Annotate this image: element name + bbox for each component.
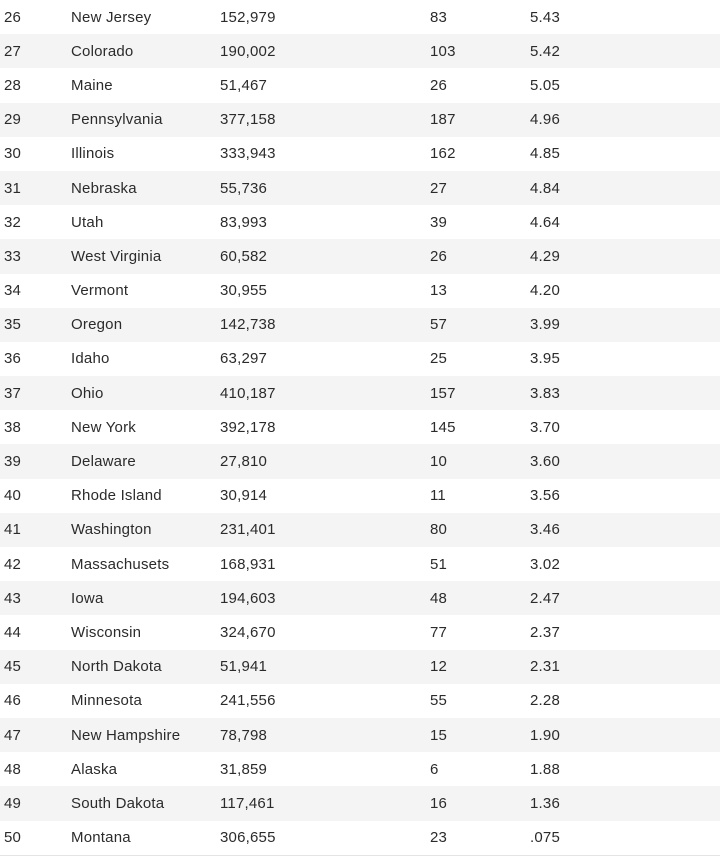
rank-cell: 31 (4, 179, 22, 197)
state-cell: Idaho (71, 350, 110, 368)
count-cell: 6 (430, 760, 439, 778)
state-cell: Maine (71, 76, 113, 94)
population-cell: 55,736 (220, 179, 268, 197)
table-row (0, 0, 720, 34)
population-cell: 51,941 (220, 658, 268, 676)
rank-cell: 29 (4, 111, 22, 129)
state-cell: Rhode Island (71, 487, 162, 505)
table-row (0, 308, 720, 342)
count-cell: 26 (430, 76, 448, 94)
count-cell: 145 (430, 418, 456, 436)
rate-cell: 2.31 (530, 658, 560, 676)
count-cell: 10 (430, 453, 448, 471)
rank-cell: 30 (4, 145, 22, 163)
rank-cell: 34 (4, 282, 22, 300)
table-row (0, 410, 720, 444)
state-cell: New Hampshire (71, 726, 181, 744)
rate-cell: 3.95 (530, 350, 560, 368)
state-cell: Utah (71, 213, 104, 231)
rate-cell: 1.90 (530, 726, 560, 744)
rate-cell: 3.83 (530, 384, 560, 402)
state-cell: Nebraska (71, 179, 137, 197)
rank-cell: 35 (4, 316, 22, 334)
count-cell: 48 (430, 589, 448, 607)
population-cell: 241,556 (220, 692, 276, 710)
population-cell: 117,461 (220, 794, 275, 812)
rank-cell: 39 (4, 453, 22, 471)
rank-cell: 50 (4, 829, 22, 847)
rank-cell: 44 (4, 623, 22, 641)
rate-cell: 4.96 (530, 111, 560, 129)
rank-cell: 33 (4, 247, 22, 265)
state-cell: New York (71, 418, 136, 436)
rate-cell: 4.29 (530, 247, 560, 265)
rate-cell: 4.64 (530, 213, 560, 231)
rank-cell: 47 (4, 726, 22, 744)
table-row (0, 342, 720, 376)
state-cell: Illinois (71, 145, 115, 163)
rate-cell: 2.47 (530, 589, 560, 607)
table-row (0, 821, 720, 855)
population-cell: 142,738 (220, 316, 276, 334)
count-cell: 25 (430, 350, 448, 368)
table-row (0, 274, 720, 308)
rate-cell: .075 (530, 829, 560, 847)
table-row (0, 205, 720, 239)
state-cell: West Virginia (71, 247, 162, 265)
rank-cell: 32 (4, 213, 22, 231)
count-cell: 11 (430, 487, 446, 505)
count-cell: 13 (430, 282, 448, 300)
population-cell: 63,297 (220, 350, 268, 368)
rate-cell: 3.70 (530, 418, 560, 436)
count-cell: 80 (430, 521, 448, 539)
table-row (0, 34, 720, 68)
count-cell: 39 (430, 213, 448, 231)
table-row (0, 718, 720, 752)
rank-cell: 45 (4, 658, 22, 676)
rate-cell: 3.46 (530, 521, 560, 539)
rate-cell: 1.36 (530, 794, 560, 812)
rank-cell: 27 (4, 42, 22, 60)
rate-cell: 5.43 (530, 8, 560, 26)
state-cell: South Dakota (71, 794, 165, 812)
count-cell: 15 (430, 726, 448, 744)
population-cell: 30,914 (220, 487, 268, 505)
count-cell: 55 (430, 692, 448, 710)
table-row (0, 479, 720, 513)
state-cell: Oregon (71, 316, 123, 334)
rate-cell: 4.84 (530, 179, 560, 197)
state-cell: North Dakota (71, 658, 162, 676)
count-cell: 27 (430, 179, 448, 197)
population-cell: 333,943 (220, 145, 276, 163)
rank-cell: 37 (4, 384, 22, 402)
population-cell: 324,670 (220, 623, 276, 641)
state-cell: Pennsylvania (71, 111, 163, 129)
table-row (0, 650, 720, 684)
population-cell: 83,993 (220, 213, 268, 231)
count-cell: 162 (430, 145, 456, 163)
rate-cell: 3.56 (530, 487, 560, 505)
table-row (0, 752, 720, 786)
table-row (0, 684, 720, 718)
count-cell: 83 (430, 8, 448, 26)
population-cell: 392,178 (220, 418, 276, 436)
count-cell: 12 (430, 658, 448, 676)
state-cell: New Jersey (71, 8, 152, 26)
rank-cell: 26 (4, 8, 22, 26)
table-row (0, 239, 720, 273)
state-cell: Iowa (71, 589, 104, 607)
count-cell: 157 (430, 384, 456, 402)
rank-cell: 48 (4, 760, 22, 778)
rate-cell: 5.42 (530, 42, 560, 60)
rate-cell: 1.88 (530, 760, 560, 778)
population-cell: 410,187 (220, 384, 276, 402)
rate-cell: 4.85 (530, 145, 560, 163)
count-cell: 187 (430, 111, 456, 129)
rate-cell: 3.60 (530, 453, 560, 471)
table-row (0, 615, 720, 649)
rank-cell: 40 (4, 487, 22, 505)
state-cell: Montana (71, 829, 131, 847)
state-cell: Wisconsin (71, 623, 142, 641)
state-cell: Massachusets (71, 555, 170, 573)
count-cell: 26 (430, 247, 448, 265)
table-row (0, 547, 720, 581)
population-cell: 152,979 (220, 8, 276, 26)
rate-cell: 3.02 (530, 555, 560, 573)
population-cell: 168,931 (220, 555, 276, 573)
population-cell: 190,002 (220, 42, 276, 60)
count-cell: 23 (430, 829, 448, 847)
rank-cell: 49 (4, 794, 22, 812)
rate-cell: 2.28 (530, 692, 560, 710)
count-cell: 51 (430, 555, 448, 573)
rank-cell: 28 (4, 76, 22, 94)
table-row (0, 137, 720, 171)
state-cell: Delaware (71, 453, 136, 471)
rank-cell: 41 (4, 521, 22, 539)
table-row (0, 68, 720, 102)
population-cell: 377,158 (220, 111, 276, 129)
state-cell: Ohio (71, 384, 104, 402)
rate-cell: 2.37 (530, 623, 560, 641)
table-row (0, 103, 720, 137)
table-row (0, 581, 720, 615)
population-cell: 194,603 (220, 589, 276, 607)
state-cell: Alaska (71, 760, 118, 778)
table-row (0, 376, 720, 410)
rate-cell: 3.99 (530, 316, 560, 334)
table-bottom-divider (0, 855, 720, 856)
state-cell: Vermont (71, 282, 129, 300)
population-cell: 30,955 (220, 282, 268, 300)
rank-cell: 36 (4, 350, 22, 368)
table-row (0, 171, 720, 205)
population-cell: 231,401 (220, 521, 276, 539)
population-cell: 31,859 (220, 760, 268, 778)
population-cell: 51,467 (220, 76, 268, 94)
count-cell: 16 (430, 794, 448, 812)
rank-cell: 42 (4, 555, 22, 573)
table-row (0, 444, 720, 478)
population-cell: 60,582 (220, 247, 268, 265)
state-cell: Minnesota (71, 692, 143, 710)
state-cell: Washington (71, 521, 152, 539)
rank-cell: 43 (4, 589, 22, 607)
table-row (0, 786, 720, 820)
state-cell: Colorado (71, 42, 134, 60)
count-cell: 103 (430, 42, 456, 60)
table-row (0, 513, 720, 547)
count-cell: 57 (430, 316, 448, 334)
count-cell: 77 (430, 623, 448, 641)
rank-cell: 38 (4, 418, 22, 436)
population-cell: 27,810 (220, 453, 268, 471)
population-cell: 78,798 (220, 726, 268, 744)
population-cell: 306,655 (220, 829, 276, 847)
rank-cell: 46 (4, 692, 22, 710)
rate-cell: 5.05 (530, 76, 560, 94)
rate-cell: 4.20 (530, 282, 560, 300)
